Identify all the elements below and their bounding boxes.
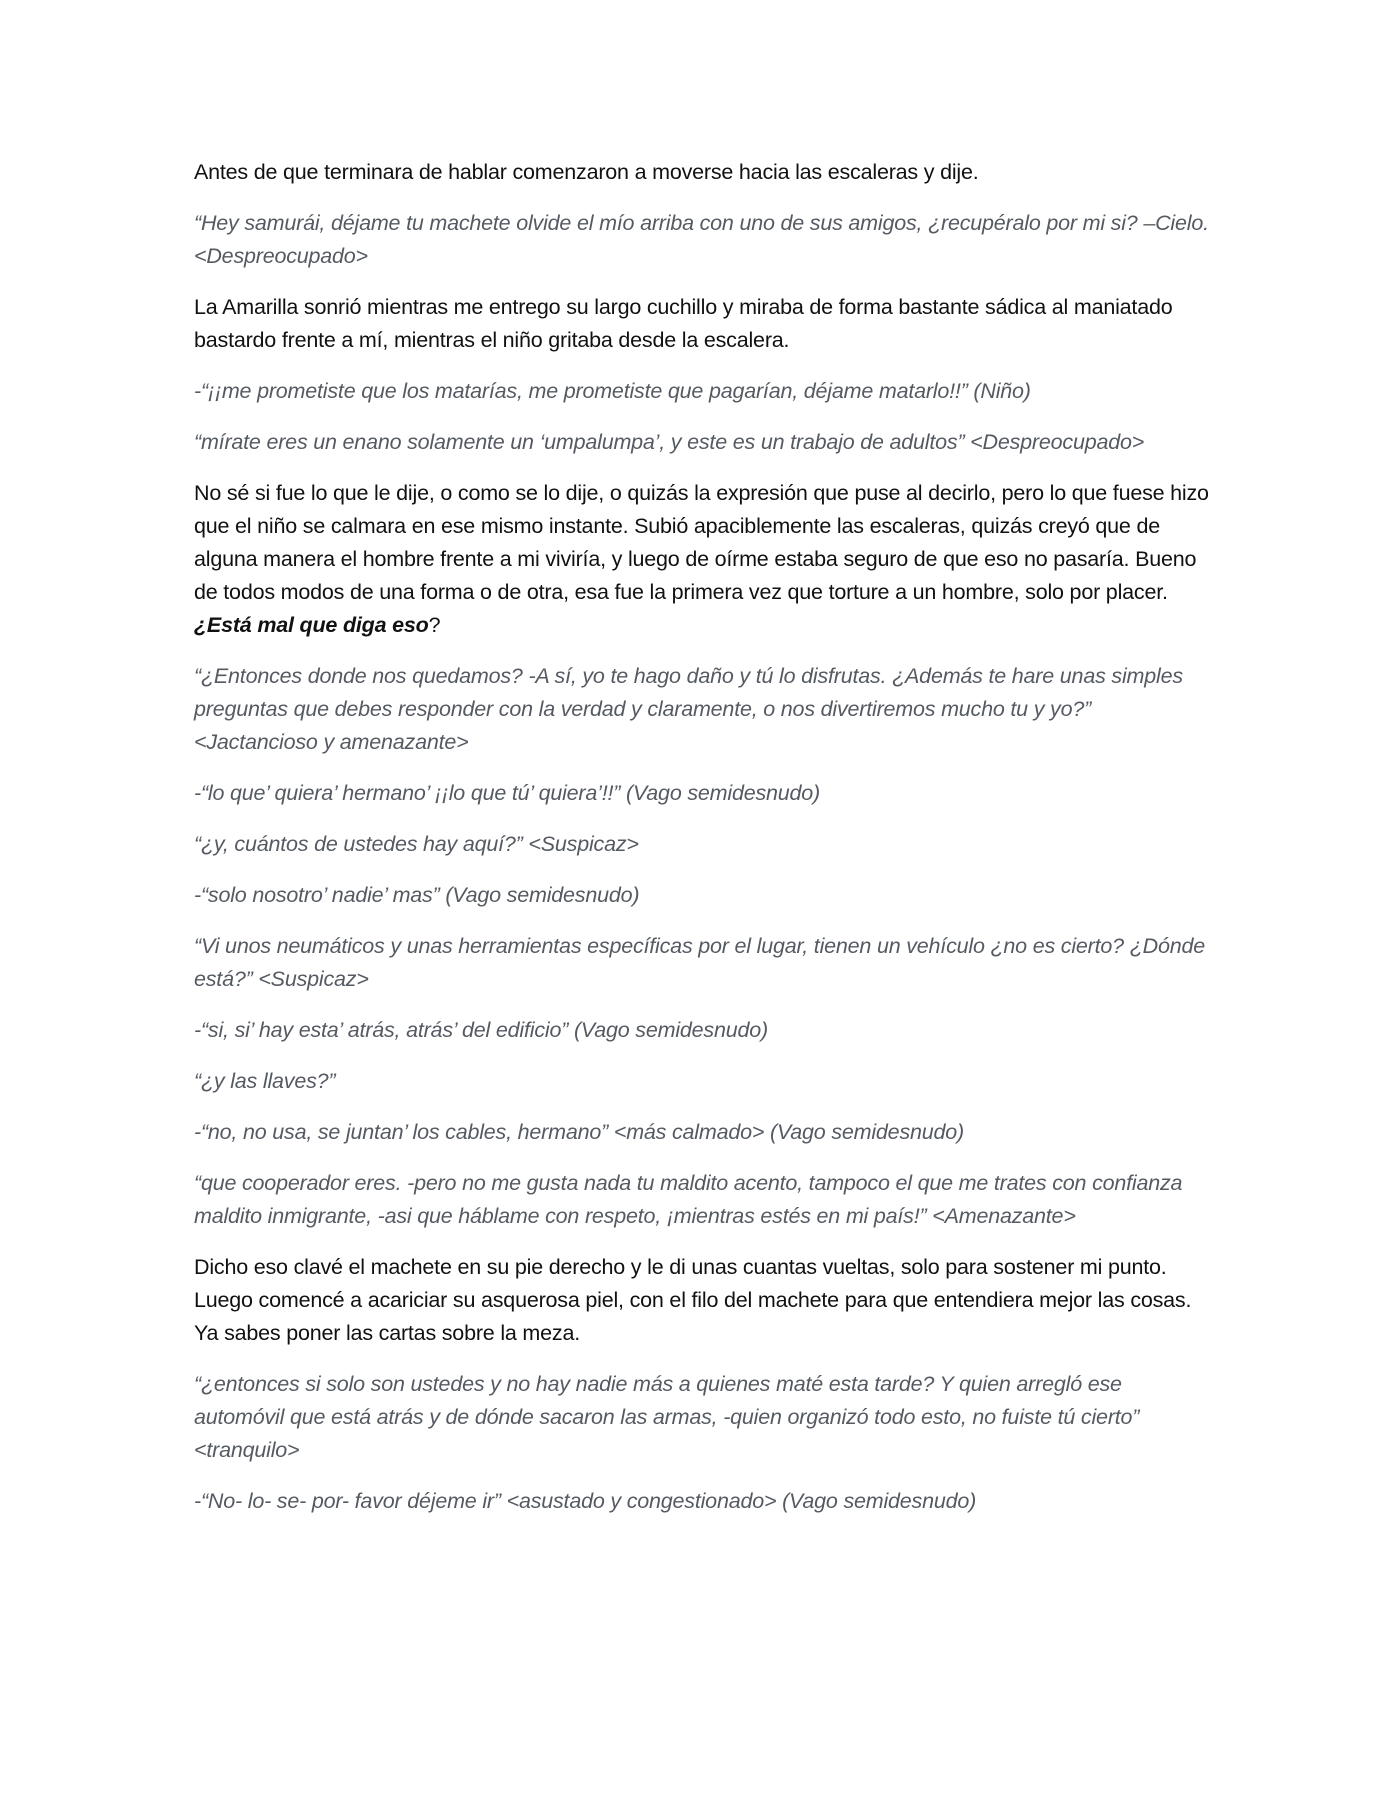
dialogue-paragraph: “mírate eres un enano solamente un ‘umpalumpa’, y este es un trabajo de adultos” <Despreocupado> — [194, 430, 1145, 454]
dialogue-paragraph: -“lo que’ quiera’ hermano’ ¡¡lo que tú’ quiera’!!” (Vago semidesnudo) — [194, 781, 820, 805]
dialogue-paragraph: “¿y, cuántos de ustedes hay aquí?” <Suspicaz> — [194, 832, 639, 856]
dialogue-paragraph: -“¡¡me prometiste que los matarías, me prometiste que pagarían, déjame matarlo!!” (Niño) — [194, 379, 1031, 403]
dialogue-paragraph: “Vi unos neumáticos y unas herramientas específicas por el lugar, tienen un vehículo ¿no es cierto? ¿Dónde está?” <Suspicaz> — [194, 934, 1205, 991]
dialogue-paragraph: “¿entonces si solo son ustedes y no hay nadie más a quienes maté esta tarde? Y quien arregló ese automóvil que está atrás y de dónde sacaron las armas, -quien organizó todo esto, no fuiste tú cierto” <tranquilo> — [194, 1372, 1140, 1462]
dialogue-paragraph: -“si, si’ hay esta’ atrás, atrás’ del edificio” (Vago semidesnudo) — [194, 1018, 768, 1042]
dialogue-paragraph: “¿y las llaves?” — [194, 1069, 336, 1093]
narration-tail: ? — [428, 613, 441, 637]
dialogue-paragraph: -“No- lo- se- por- favor déjeme ir” <asustado y congestionado> (Vago semidesnudo) — [194, 1489, 977, 1513]
dialogue-paragraph: “Hey samurái, déjame tu machete olvide el mío arriba con uno de sus amigos, ¿recupéralo por mi si? –Cielo. <Despreocupado> — [194, 211, 1209, 268]
narration-paragraph: Antes de que terminara de hablar comenzaron a moverse hacia las escaleras y dije. — [194, 160, 979, 184]
dialogue-paragraph: “¿Entonces donde nos quedamos? -A sí, yo te hago daño y tú lo disfrutas. ¿Además te hare unas simples preguntas que debes responder con la verdad y claramente, o nos divertiremos mucho tu y yo?” <Jactancioso y amenazante> — [194, 664, 1183, 754]
emphasized-question: ¿Está mal que diga eso — [194, 613, 429, 637]
narration-paragraph: Dicho eso clavé el machete en su pie derecho y le di unas cuantas vueltas, solo para sostener mi punto. Luego comencé a acariciar su asquerosa piel, con el filo del machete para que entendiera mejor las cosas. Ya sabes poner las cartas sobre la meza. — [194, 1255, 1192, 1345]
narration-paragraph — [194, 477, 1214, 642]
dialogue-paragraph: “que cooperador eres. -pero no me gusta nada tu maldito acento, tampoco el que me trates con confianza maldito inmigrante, -asi que háblame con respeto, ¡mientras estés en mi país!” <Amenazante> — [194, 1171, 1183, 1228]
document-page — [194, 156, 1214, 1536]
dialogue-paragraph: -“solo nosotro’ nadie’ mas” (Vago semidesnudo) — [194, 883, 640, 907]
narration-paragraph: La Amarilla sonrió mientras me entrego su largo cuchillo y miraba de forma bastante sádica al maniatado bastardo frente a mí, mientras el niño gritaba desde la escalera. — [194, 295, 1173, 352]
dialogue-paragraph: -“no, no usa, se juntan’ los cables, hermano” <más calmado> (Vago semidesnudo) — [194, 1120, 964, 1144]
narration-text: No sé si fue lo que le dije, o como se lo dije, o quizás la expresión que puse al decirlo, pero lo que fuese hizo que el niño se calmara en ese mismo instante. Subió apaciblemente las escaleras, quizás creyó que de alguna manera el hombre frente a mi viviría, y luego de oírme estaba seguro de que eso no pasaría. Bueno de todos modos de una forma o de otra, esa fue la primera vez que torture a un hombre, solo por placer. — [194, 481, 1209, 604]
